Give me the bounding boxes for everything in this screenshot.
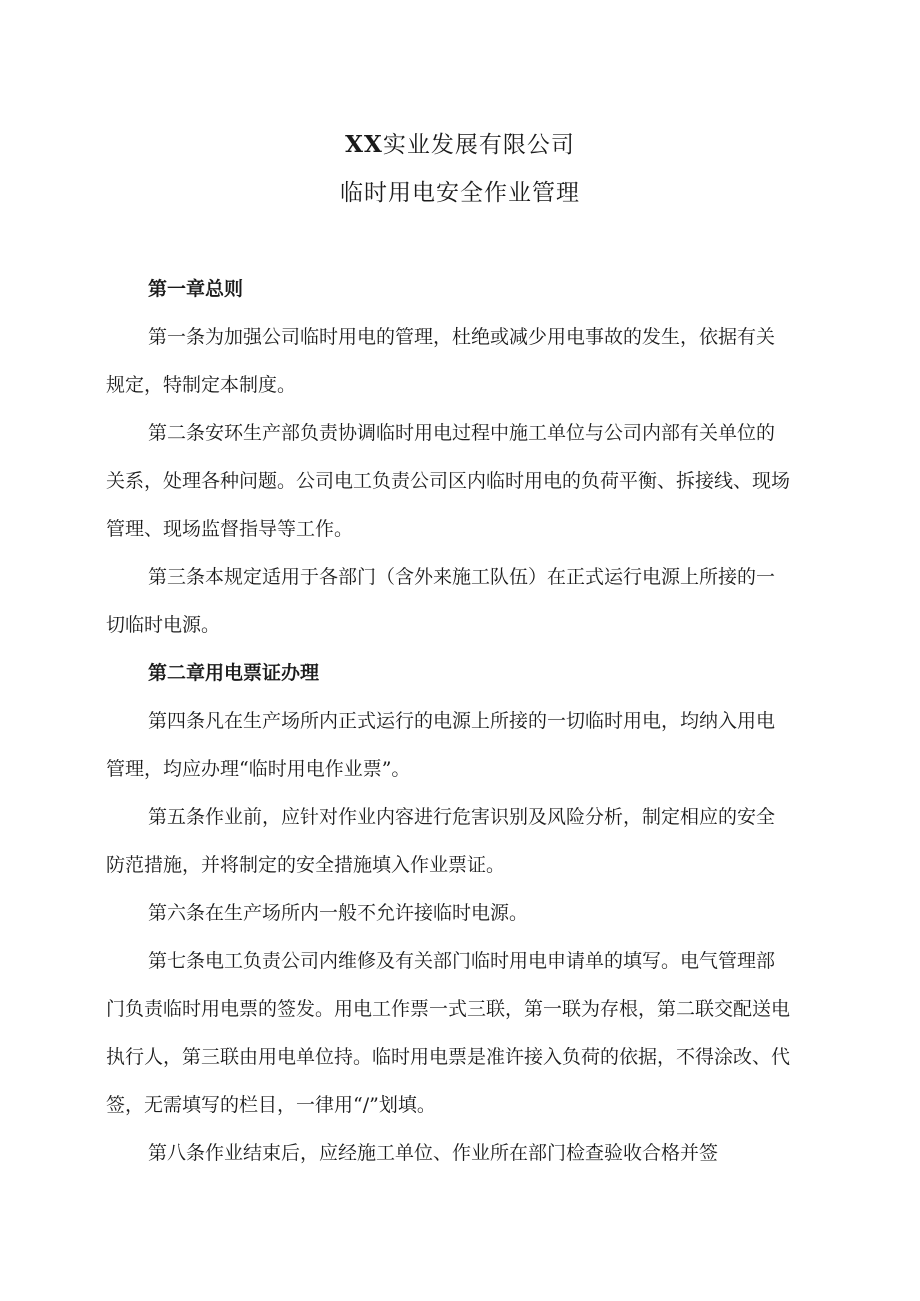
chapter-heading: 第一章总则 [148, 278, 244, 300]
paragraph-line: 第二条安环生产部负责协调临时用电过程中施工单位与公司内部有关单位的 [148, 422, 776, 444]
paragraph-line: 防范措施，并将制定的安全措施填入作业票证。 [106, 854, 506, 876]
company-prefix: XX [345, 131, 383, 158]
chapter-heading: 第二章用电票证办理 [148, 662, 320, 684]
document-title [0, 126, 920, 159]
paragraph-line: 第五条作业前，应针对作业内容进行危害识别及风险分析，制定相应的安全 [148, 806, 776, 828]
paragraph-line: 第三条本规定适用于各部门（含外来施工队伍）在正式运行电源上所接的一 [148, 566, 776, 588]
company-name: 实业发展有限公司 [382, 132, 575, 158]
paragraph-line: 执行人，第三联由用电单位持。临时用电票是准许接入负荷的依据，不得涂改、代 [106, 1046, 791, 1068]
paragraph-line: 切临时电源。 [106, 614, 221, 636]
paragraph-line: 第八条作业结束后，应经施工单位、作业所在部门检查验收合格并签 [148, 1142, 719, 1164]
paragraph-line: 管理、现场监督指导等工作。 [106, 518, 354, 540]
paragraph-line: 规定，特制定本制度。 [106, 374, 297, 396]
paragraph-line: 门负责临时用电票的签发。用电工作票一式三联，第一联为存根，第二联交配送电 [106, 998, 791, 1020]
paragraph-line: 第四条凡在生产场所内正式运行的电源上所接的一切临时用电，均纳入用电 [148, 710, 776, 732]
document-subtitle: 临时用电安全作业管理 [340, 180, 580, 206]
paragraph-line: 签，无需填写的栏目，一律用“/”划填。 [106, 1094, 436, 1116]
paragraph-line: 第一条为加强公司临时用电的管理，杜绝或减少用电事故的发生，依据有关 [148, 326, 776, 348]
paragraph-line: 第七条电工负责公司内维修及有关部门临时用电申请单的填写。电气管理部 [148, 950, 776, 972]
paragraph-line: 第六条在生产场所内一般不允许接临时电源。 [148, 902, 529, 924]
paragraph-line: 管理，均应办理“临时用电作业票”。 [106, 758, 411, 780]
paragraph-line: 关系，处理各种问题。公司电工负责公司区内临时用电的负荷平衡、拆接线、现场 [106, 470, 791, 492]
